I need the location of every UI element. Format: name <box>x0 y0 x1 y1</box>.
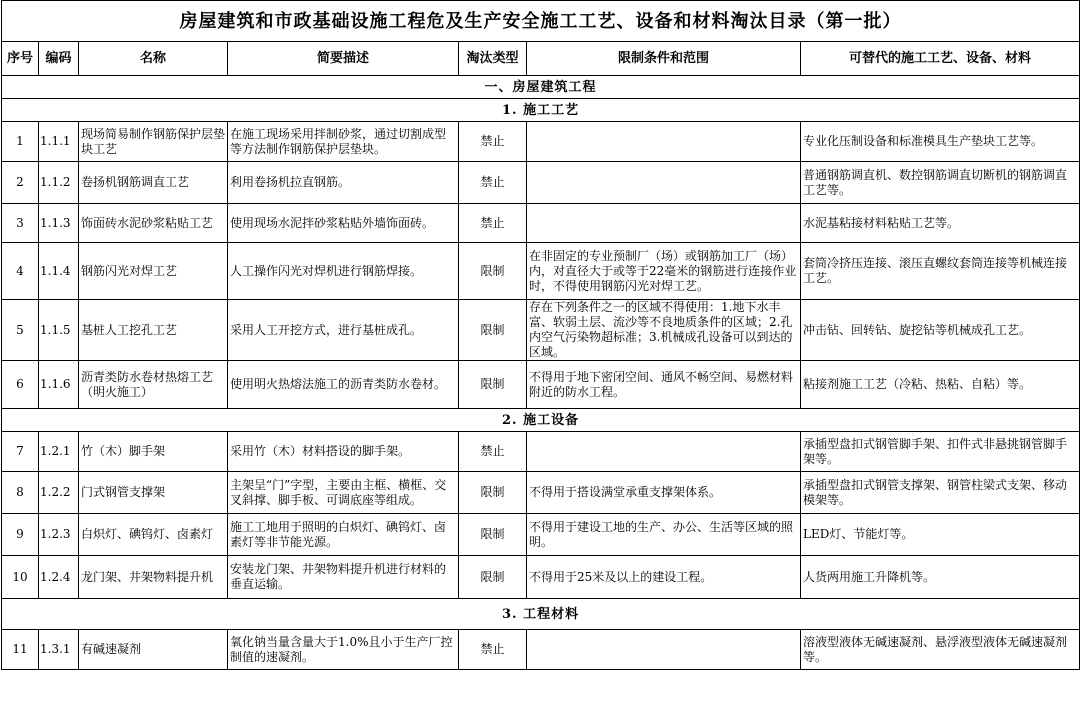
row-alt: 粘接剂施工工艺（冷粘、热粘、自粘）等。 <box>801 361 1080 409</box>
row-code: 1.1.3 <box>39 204 79 243</box>
row-name: 沥青类防水卷材热熔工艺（明火施工） <box>79 361 228 409</box>
table-row <box>2 472 1080 514</box>
row-alt: 溶液型液体无碱速凝剂、悬浮液型液体无碱速凝剂等。 <box>801 630 1080 670</box>
row-desc: 主架呈“门”字型，主要由主框、横框、交叉斜撑、脚手板、可调底座等组成。 <box>228 472 459 514</box>
row-limit: 不得用于搭设满堂承重支撑架体系。 <box>527 472 801 514</box>
row-limit: 存在下列条件之一的区域不得使用：1.地下水丰富、软弱土层、流沙等不良地质条件的区域；2.孔内空气污染物超标准；3.机械成孔设备可以到达的区域。 <box>527 300 801 361</box>
row-desc: 采用竹（木）材料搭设的脚手架。 <box>228 432 459 472</box>
row-limit: 在非固定的专业预制厂（场）或钢筋加工厂（场）内，对直径大于或等于22毫米的钢筋进行连接作业时，不得使用钢筋闪光对焊工艺。 <box>527 243 801 300</box>
row-alt: 套筒冷挤压连接、滚压直螺纹套筒连接等机械连接工艺。 <box>801 243 1080 300</box>
table-row <box>2 556 1080 599</box>
row-code: 1.1.2 <box>39 162 79 204</box>
col-header-no: 序号 <box>2 42 39 76</box>
row-name: 门式钢管支撑架 <box>79 472 228 514</box>
row-desc: 氧化钠当量含量大于1.0%且小于生产厂控制值的速凝剂。 <box>228 630 459 670</box>
row-limit <box>527 630 801 670</box>
row-code: 1.3.1 <box>39 630 79 670</box>
row-name: 钢筋闪光对焊工艺 <box>79 243 228 300</box>
table-row <box>2 243 1080 300</box>
row-desc: 使用现场水泥拌砂浆粘贴外墙饰面砖。 <box>228 204 459 243</box>
row-desc: 使用明火热熔法施工的沥青类防水卷材。 <box>228 361 459 409</box>
row-desc: 利用卷扬机拉直钢筋。 <box>228 162 459 204</box>
row-no: 5 <box>2 300 39 361</box>
row-name: 现场简易制作钢筋保护层垫块工艺 <box>79 122 228 162</box>
page-title: 房屋建筑和市政基础设施工程危及生产安全施工工艺、设备和材料淘汰目录（第一批） <box>2 1 1080 42</box>
row-type: 限制 <box>459 514 527 556</box>
row-type: 禁止 <box>459 204 527 243</box>
subsection-heading: 3. 工程材料 <box>2 599 1080 630</box>
row-alt: 专业化压制设备和标准模具生产垫块工艺等。 <box>801 122 1080 162</box>
row-desc: 施工工地用于照明的白炽灯、碘钨灯、卤素灯等非节能光源。 <box>228 514 459 556</box>
row-limit <box>527 162 801 204</box>
row-type: 限制 <box>459 300 527 361</box>
row-no: 6 <box>2 361 39 409</box>
row-code: 1.2.3 <box>39 514 79 556</box>
row-no: 9 <box>2 514 39 556</box>
section-heading: 一、房屋建筑工程 <box>2 76 1080 99</box>
row-no: 8 <box>2 472 39 514</box>
row-alt: 承插型盘扣式钢管支撑架、钢管柱梁式支架、移动模架等。 <box>801 472 1080 514</box>
row-desc: 采用人工开挖方式，进行基桩成孔。 <box>228 300 459 361</box>
row-code: 1.1.6 <box>39 361 79 409</box>
col-header-desc: 简要描述 <box>228 42 459 76</box>
row-code: 1.1.1 <box>39 122 79 162</box>
row-code: 1.2.2 <box>39 472 79 514</box>
row-desc: 安装龙门架、井架物料提升机进行材料的垂直运输。 <box>228 556 459 599</box>
col-header-name: 名称 <box>79 42 228 76</box>
row-type: 禁止 <box>459 162 527 204</box>
row-code: 1.2.1 <box>39 432 79 472</box>
row-no: 3 <box>2 204 39 243</box>
row-alt: 冲击钻、回转钻、旋挖钻等机械成孔工艺。 <box>801 300 1080 361</box>
row-no: 7 <box>2 432 39 472</box>
row-limit <box>527 204 801 243</box>
table-row <box>2 122 1080 162</box>
row-type: 限制 <box>459 243 527 300</box>
column-header-row <box>2 42 1080 76</box>
table-row <box>2 300 1080 361</box>
row-name: 白炽灯、碘钨灯、卤素灯 <box>79 514 228 556</box>
row-alt: 普通钢筋调直机、数控钢筋调直切断机的钢筋调直工艺等。 <box>801 162 1080 204</box>
row-name: 饰面砖水泥砂浆粘贴工艺 <box>79 204 228 243</box>
row-no: 10 <box>2 556 39 599</box>
row-type: 限制 <box>459 556 527 599</box>
row-limit <box>527 122 801 162</box>
table-row <box>2 204 1080 243</box>
row-type: 限制 <box>459 472 527 514</box>
row-alt: 承插型盘扣式钢管脚手架、扣件式非悬挑钢管脚手架等。 <box>801 432 1080 472</box>
row-alt: 水泥基粘接材料粘贴工艺等。 <box>801 204 1080 243</box>
table-row <box>2 514 1080 556</box>
row-no: 11 <box>2 630 39 670</box>
col-header-type: 淘汰类型 <box>459 42 527 76</box>
row-limit: 不得用于地下密闭空间、通风不畅空间、易燃材料附近的防水工程。 <box>527 361 801 409</box>
row-alt: LED灯、节能灯等。 <box>801 514 1080 556</box>
subsection-heading: 1. 施工工艺 <box>2 99 1080 122</box>
row-no: 1 <box>2 122 39 162</box>
table-row <box>2 361 1080 409</box>
col-header-limit: 限制条件和范围 <box>527 42 801 76</box>
row-type: 禁止 <box>459 630 527 670</box>
col-header-code: 编码 <box>39 42 79 76</box>
row-desc: 在施工现场采用拌制砂浆，通过切割成型等方法制作钢筋保护层垫块。 <box>228 122 459 162</box>
row-name: 基桩人工挖孔工艺 <box>79 300 228 361</box>
col-header-alt: 可替代的施工工艺、设备、材料 <box>801 42 1080 76</box>
table-row <box>2 162 1080 204</box>
row-desc: 人工操作闪光对焊机进行钢筋焊接。 <box>228 243 459 300</box>
row-code: 1.2.4 <box>39 556 79 599</box>
row-code: 1.1.5 <box>39 300 79 361</box>
row-no: 2 <box>2 162 39 204</box>
row-name: 龙门架、井架物料提升机 <box>79 556 228 599</box>
row-type: 禁止 <box>459 122 527 162</box>
row-name: 卷扬机钢筋调直工艺 <box>79 162 228 204</box>
row-limit: 不得用于建设工地的生产、办公、生活等区域的照明。 <box>527 514 801 556</box>
row-limit <box>527 432 801 472</box>
row-code: 1.1.4 <box>39 243 79 300</box>
row-limit: 不得用于25米及以上的建设工程。 <box>527 556 801 599</box>
row-type: 限制 <box>459 361 527 409</box>
subsection-heading: 2. 施工设备 <box>2 409 1080 432</box>
table-row <box>2 432 1080 472</box>
table-row <box>2 630 1080 670</box>
row-alt: 人货两用施工升降机等。 <box>801 556 1080 599</box>
row-name: 竹（木）脚手架 <box>79 432 228 472</box>
row-type: 禁止 <box>459 432 527 472</box>
row-no: 4 <box>2 243 39 300</box>
elimination-catalog-table <box>1 0 1080 670</box>
row-name: 有碱速凝剂 <box>79 630 228 670</box>
